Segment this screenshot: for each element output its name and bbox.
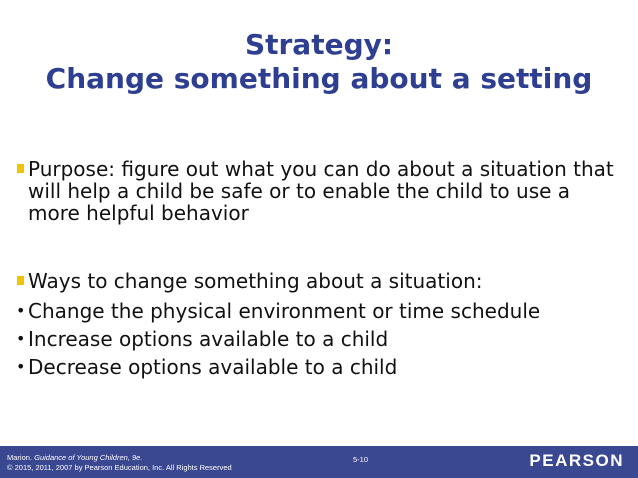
sub-bullet-text: Change the physical environment or time schedule: [28, 299, 541, 323]
bullet-purpose: [16, 158, 626, 224]
square-bullet-icon: [17, 164, 24, 173]
slide-title-line-2: Change something about a setting: [45, 62, 593, 95]
list-item: [16, 328, 626, 350]
pearson-logo: PEARSON: [529, 451, 624, 470]
square-bullet-icon: [17, 276, 24, 285]
page-number: 5-10: [353, 455, 369, 464]
slide-title-line-1: Strategy:: [244, 28, 394, 61]
citation-author: Marion.: [7, 453, 33, 462]
bullet-ways: [16, 270, 626, 292]
bullet-text: Ways to change something about a situation:: [28, 269, 483, 293]
dot-bullet-icon: •: [16, 329, 26, 348]
dot-bullet-icon: •: [16, 357, 26, 376]
list-item: [16, 356, 626, 378]
dot-bullet-icon: •: [16, 301, 26, 320]
footer-citation: [7, 453, 232, 473]
sub-bullet-text: Decrease options available to a child: [28, 355, 398, 379]
sub-bullet-text: Increase options available to a child: [28, 327, 389, 351]
slide-title: [0, 28, 638, 96]
copyright-notice: © 2015, 2011, 2007 by Pearson Education, Inc. All Rights Reserved: [7, 463, 232, 472]
slide-content: [16, 158, 626, 384]
citation-book-title: Guidance of Young Children, 9e.: [34, 453, 143, 462]
footer-bar: [0, 446, 638, 478]
sub-bullet-list: [16, 300, 626, 378]
list-item: [16, 300, 626, 322]
bullet-text: Purpose: figure out what you can do about a situation that will help a child be safe or to enable the child to use a more helpful behavior: [28, 157, 614, 225]
